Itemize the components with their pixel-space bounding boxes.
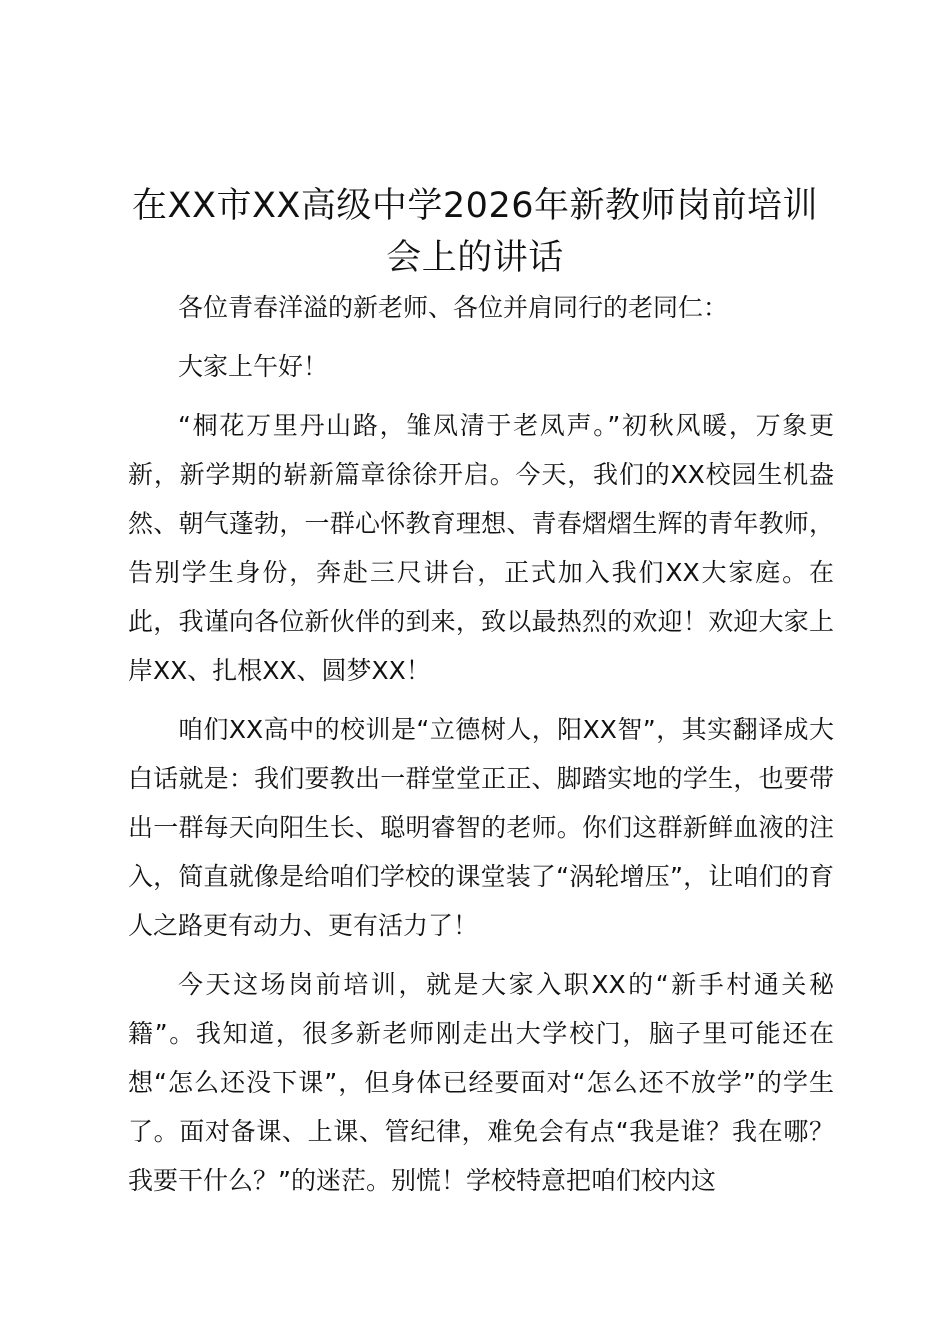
body-paragraph: 今天这场岗前培训，就是大家入职XX的“新手村通关秘籍”。我知道，很多新老师刚走出大学校门，脑子里可能还在想“怎么还没下课”，但身体已经要面对“怎么还不放学”的学生了。面对备课、上课、管纪律，难免会有点“我是谁？我在哪？我要干什么？”的迷茫。别慌！学校特意把咱们校内这	[128, 970, 834, 1195]
document-title: 在XX市XX高级中学2026年新教师岗前培训会上的讲话	[132, 186, 818, 278]
body-paragraph: “桐花万里丹山路，雏凤清于老凤声。”初秋风暖，万象更新，新学期的崭新篇章徐徐开启。今天，我们的XX校园生机盎然、朝气蓬勃，一群心怀教育理想、青春熠熠生辉的青年教师，告别学生身份，奔赴三尺讲台，正式加入我们XX大家庭。在此，我谨向各位新伙伴的到来，致以最热烈的欢迎！欢迎大家上岸XX、扎根XX、圆梦XX！	[128, 411, 834, 685]
body-paragraph: 咱们XX高中的校训是“立德树人，阳XX智”，其实翻译成大白话就是：我们要教出一群堂堂正正、脚踏实地的学生，也要带出一群每天向阳生长、聪明睿智的老师。你们这群新鲜血液的注入，简直就像是给咱们学校的课堂装了“涡轮增压”，让咱们的育人之路更有动力、更有活力了！	[128, 715, 834, 940]
greeting-paragraph: 大家上午好！	[178, 352, 329, 381]
salutation-paragraph: 各位青春洋溢的新老师、各位并肩同行的老同仁：	[178, 293, 729, 322]
document-body	[128, 283, 834, 1215]
